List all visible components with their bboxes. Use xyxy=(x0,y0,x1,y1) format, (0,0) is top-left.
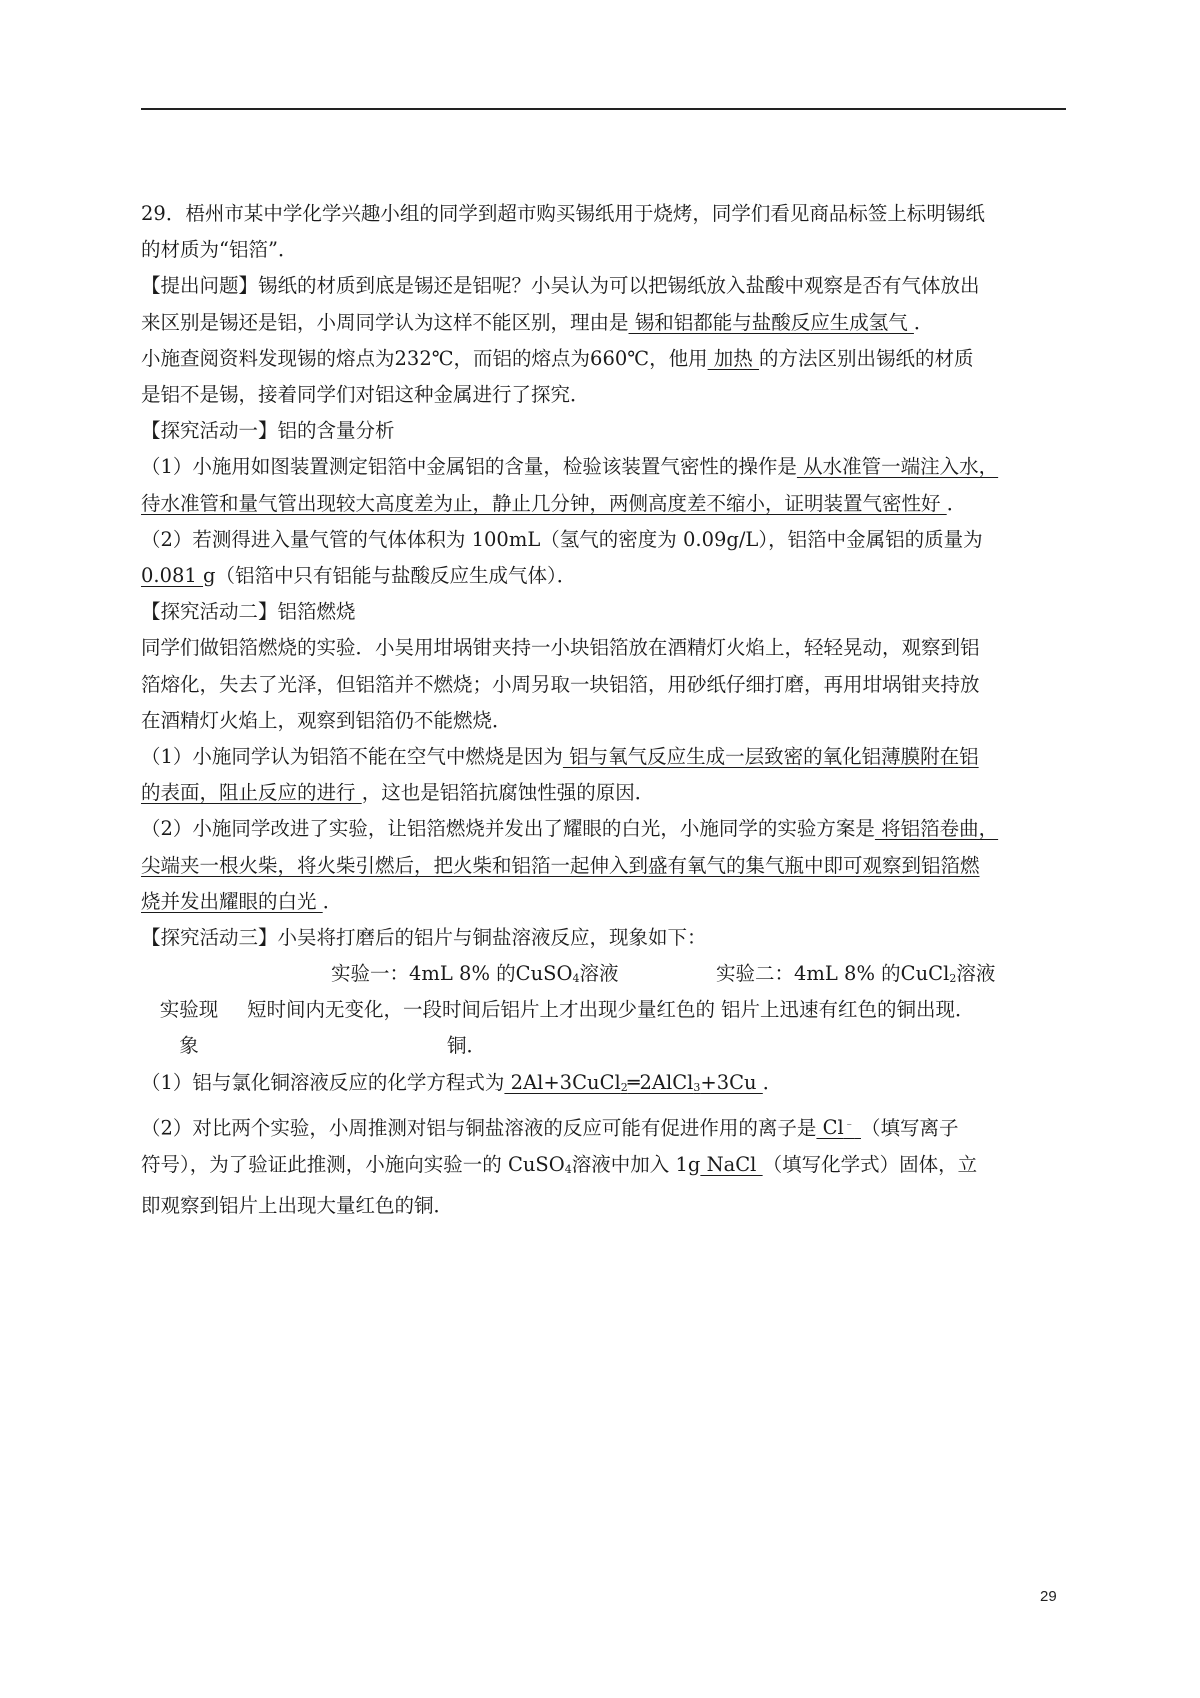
act2-q2-text: （2）小施同学改进了实验，让铝箔燃烧并发出了耀眼的白光，小施同学的实验方案是 xyxy=(141,817,875,841)
act1-q1-text: （1）小施用如图装置测定铝箔中金属铝的含量，检验该装置气密性的操作是 xyxy=(141,455,797,479)
act3-q2-line-3: 即观察到铝片上出现大量红色的铜． xyxy=(141,1193,454,1217)
act3-q1-end: ． xyxy=(762,1070,783,1094)
table-row-label: 实验现 象 xyxy=(159,998,219,1058)
act3-q1-text: （1）铝与氯化铜溶液反应的化学方程式为 xyxy=(141,1070,505,1094)
act1-q2-text: g（铝箔中只有铝能与盐酸反应生成气体）． xyxy=(203,564,577,588)
answer-oxide-2: 的表面，阻止反应的进行 xyxy=(141,781,362,805)
answer-airtight-1: 从水准管一端注入水， xyxy=(796,455,999,479)
table-head-exp1: 实验一：4mL 8% 的CuSO$_4$溶液 xyxy=(331,962,619,986)
act2-q2-line-3 xyxy=(141,884,1066,920)
act1-q1-line-2 xyxy=(141,486,1066,522)
ask-end: ． xyxy=(913,310,934,334)
question-29 xyxy=(141,196,1066,1224)
answer-equation: 2Al+3CuCl$_2$═2AlCl$_3$+3Cu xyxy=(504,1070,763,1094)
act2-q1-line-2 xyxy=(141,775,1066,811)
act2-q2-end: ． xyxy=(322,889,343,913)
table-header-row xyxy=(141,956,1066,992)
melt-text: 小施查阅资料发现锡的熔点为232℃，而铝的熔点为660℃，他用 xyxy=(141,346,708,370)
answer-oxide-1: 铝与氧气反应生成一层致密的氧化铝薄膜附在铝 xyxy=(562,745,979,769)
page-number: 29 xyxy=(1040,1588,1057,1605)
act3-q2-line-2: 符号），为了验证此推测，小施向实验一的 CuSO$_4$溶液中加入 1g NaCl （填写化学式）固体，立 xyxy=(141,1152,978,1176)
answer-plan-3: 烧并发出耀眼的白光 xyxy=(141,889,323,913)
answer-ion: Cl﹣ xyxy=(816,1116,855,1140)
experiment-table xyxy=(141,956,1066,1064)
table-head-exp2: 实验二：4mL 8% 的CuCl$_2$溶液 xyxy=(716,962,996,986)
act2-q2-line-1 xyxy=(141,811,1066,847)
melt-text-end: 的方法区别出锡纸的材质 xyxy=(758,346,974,370)
melt-line-1 xyxy=(141,341,1066,377)
intro-line-2: 的材质为“铝箔”． xyxy=(141,238,298,262)
act2-q1-text: （1）小施同学认为铝箔不能在空气中燃烧是因为 xyxy=(141,745,563,769)
act2-q1-line-1 xyxy=(141,739,1066,775)
act1-q1-line-1 xyxy=(141,449,1066,485)
act3-q2-text: （2）对比两个实验，小周推测对铝与铜盐溶液的反应可能有促进作用的离子是 xyxy=(141,1116,817,1140)
header-rule xyxy=(141,108,1066,110)
act2-desc-1: 同学们做铝箔燃烧的实验．小吴用坩埚钳夹持一小块铝箔放在酒精灯火焰上，轻轻晃动，观察到铝 xyxy=(141,636,980,660)
table-cell-exp2: 铝片上迅速有红色的铜出现． xyxy=(721,998,975,1022)
answer-mass: 0.081 xyxy=(141,564,204,588)
answer-reason: 锡和铝都能与盐酸反应生成氢气 xyxy=(628,310,914,334)
act1-q2-line-2 xyxy=(141,558,1066,594)
answer-airtight-2: 待水准管和量气管出现较大高度差为止，静止几分钟，两侧高度差不缩小，证明装置气密性好 xyxy=(141,491,947,515)
answer-plan-1: 将铝箔卷曲， xyxy=(874,817,999,841)
answer-plan-2: 尖端夹一根火柴，将火柴引燃后，把火柴和铝箔一起伸入到盛有氧气的集气瓶中即可观察到铝箔燃 xyxy=(141,853,980,877)
act2-q1-end: ，这也是铝箔抗腐蚀性强的原因． xyxy=(361,781,655,805)
ask-text: 来区别是锡还是铝，小周同学认为这样不能区别，理由是 xyxy=(141,310,629,334)
table-row-observation xyxy=(141,992,1066,1064)
act3-q1 xyxy=(141,1065,1066,1106)
answer-formula: NaCl xyxy=(700,1152,763,1176)
table-corner xyxy=(141,956,331,992)
act1-q1-end: ． xyxy=(946,491,967,515)
activity-3-title: 【探究活动三】小吴将打磨后的铝片与铜盐溶液反应，现象如下： xyxy=(141,926,707,950)
act2-q2-line-2 xyxy=(141,848,1066,884)
act3-q2-text-end: （填写离子 xyxy=(860,1116,959,1140)
melt-line-2: 是铝不是锡，接着同学们对铝这种金属进行了探究． xyxy=(141,383,590,407)
activity-2-title: 【探究活动二】铝箔燃烧 xyxy=(141,600,356,624)
answer-method: 加热 xyxy=(707,346,759,370)
act2-desc-2: 箔熔化，失去了光泽，但铝箔并不燃烧；小周另取一块铝箔，用砂纸仔细打磨，再用坩埚钳夹持放 xyxy=(141,672,980,696)
activity-1-title: 【探究活动一】铝的含量分析 xyxy=(141,419,395,443)
intro-line-1: 29．梧州市某中学化学兴趣小组的同学到超市购买锡纸用于烧烤，同学们看见商品标签上标明锡纸 xyxy=(141,202,985,225)
act1-q2-line-1: （2）若测得进入量气管的气体体积为 100mL（氢气的密度为 0.09g/L），铝箔中金属铝的质量为 xyxy=(141,527,983,551)
ask-line-1: 【提出问题】锡纸的材质到底是锡还是铝呢？小吴认为可以把锡纸放入盐酸中观察是否有气体放出 xyxy=(141,274,980,298)
table-cell-exp1: 短时间内无变化，一段时间后铝片上才出现少量红色的 铜． xyxy=(247,998,716,1058)
act2-desc-3: 在酒精灯火焰上，观察到铝箔仍不能燃烧． xyxy=(141,708,512,732)
act3-q2-line-1 xyxy=(141,1106,1066,1147)
ask-line-2 xyxy=(141,305,1066,341)
